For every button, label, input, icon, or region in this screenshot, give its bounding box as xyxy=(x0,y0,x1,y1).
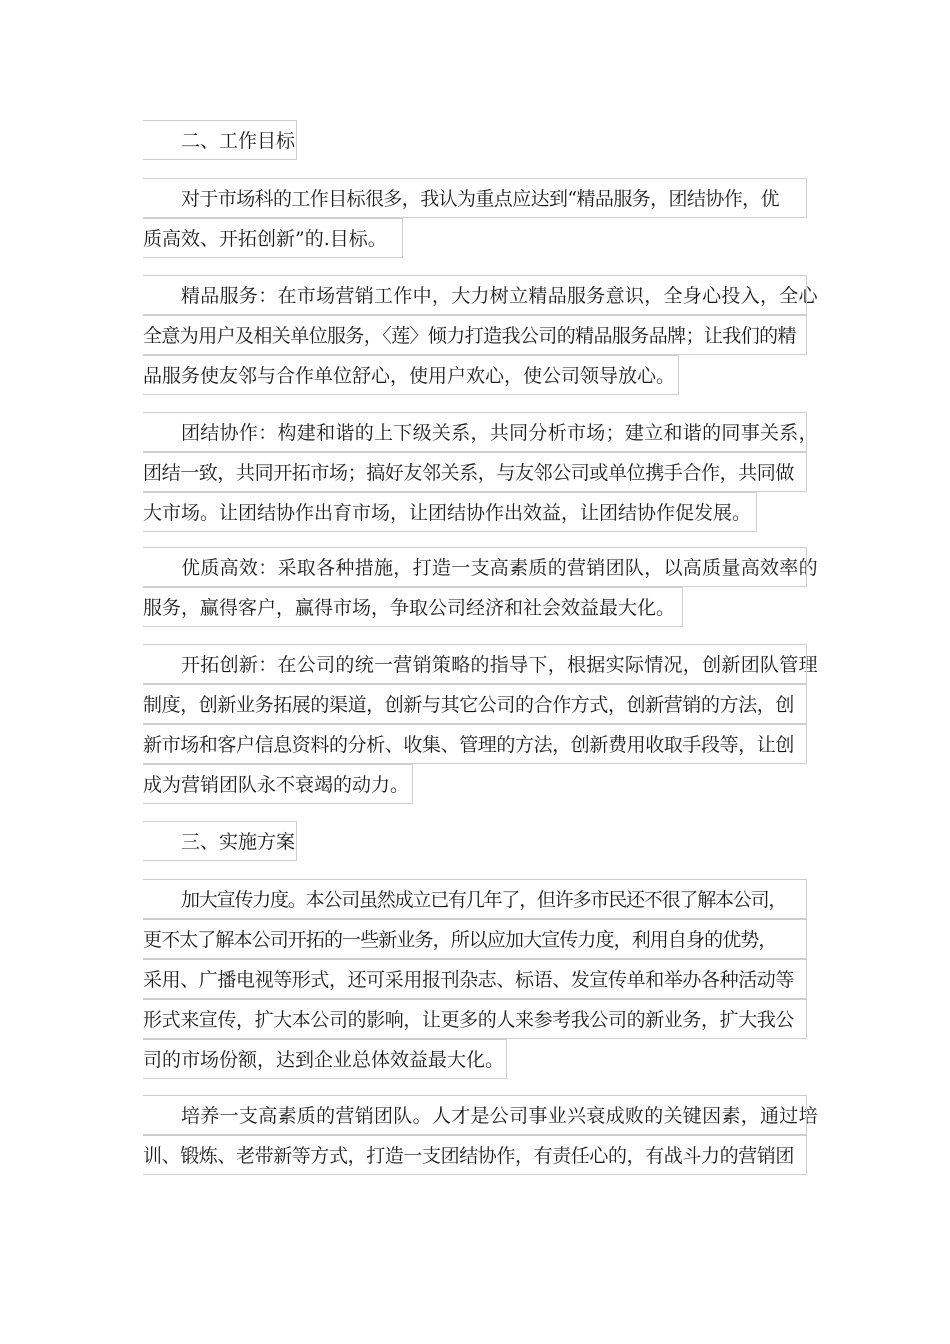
paragraph-line: 培养一支高素质的营销团队。人才是公司事业兴衰成败的关键因素，通过培 xyxy=(143,1096,807,1136)
paragraph-line: 对于市场科的工作目标很多，我认为重点应达到“精品服务，团结协作，优 xyxy=(143,179,807,219)
paragraph-line: 更不太了解本公司开拓的一些新业务，所以应加大宣传力度，利用自身的优势， xyxy=(143,920,807,960)
paragraph-line: 司的市场份额，达到企业总体效益最大化。 xyxy=(143,1040,507,1080)
paragraph-line: 大市场。让团结协作出育市场，让团结协作出效益，让团结协作促发展。 xyxy=(143,493,757,533)
paragraph-line: 开拓创新：在公司的统一营销策略的指导下，根据实际情况，创新团队管理 xyxy=(143,645,807,685)
paragraph-line: 全意为用户及相关单位服务，〈莲〉倾力打造我公司的精品服务品牌；让我们的精 xyxy=(143,316,807,356)
paragraph-line: 成为营销团队永不衰竭的动力。 xyxy=(143,765,413,805)
paragraph-line: 采用、广播电视等形式，还可采用报刊杂志、标语、发宣传单和举办各种活动等 xyxy=(143,960,807,1000)
paragraph-line: 加大宣传力度。本公司虽然成立已有几年了，但许多市民还不很了解本公司， xyxy=(143,880,807,920)
paragraph-innovation xyxy=(143,645,818,805)
paragraph-line: 质高效、开拓创新”的.目标。 xyxy=(143,219,403,259)
paragraph-publicity xyxy=(143,880,807,1080)
paragraph-line: 新市场和客户信息资料的分析、收集、管理的方法，创新费用收取手段等，让创 xyxy=(143,725,807,765)
paragraph-line: 团结协作：构建和谐的上下级关系，共同分析市场；建立和谐的同事关系， xyxy=(143,413,807,453)
section-heading-goals xyxy=(143,121,297,161)
section-heading-plan xyxy=(143,822,297,862)
heading-text: 二、工作目标 xyxy=(143,121,297,161)
paragraph-team-building xyxy=(143,1096,818,1176)
paragraph-high-efficiency xyxy=(143,548,818,628)
paragraph-line: 优质高效：采取各种措施，打造一支高素质的营销团队，以高质量高效率的 xyxy=(143,548,807,588)
paragraph-teamwork xyxy=(143,413,818,533)
paragraph-goals-intro xyxy=(143,179,807,259)
paragraph-quality-service xyxy=(143,276,818,396)
paragraph-line: 制度，创新业务拓展的渠道，创新与其它公司的合作方式，创新营销的方法，创 xyxy=(143,685,807,725)
paragraph-line: 训、锻炼、老带新等方式，打造一支团结协作，有责任心的，有战斗力的营销团 xyxy=(143,1136,807,1176)
paragraph-line: 精品服务：在市场营销工作中，大力树立精品服务意识，全身心投入，全心 xyxy=(143,276,807,316)
paragraph-line: 形式来宣传，扩大本公司的影响，让更多的人来参考我公司的新业务，扩大我公 xyxy=(143,1000,807,1040)
heading-text: 三、实施方案 xyxy=(143,822,297,862)
paragraph-line: 品服务使友邻与合作单位舒心，使用户欢心，使公司领导放心。 xyxy=(143,356,679,396)
paragraph-line: 团结一致，共同开拓市场；搞好友邻关系，与友邻公司或单位携手合作，共同做 xyxy=(143,453,807,493)
paragraph-line: 服务，赢得客户，赢得市场，争取公司经济和社会效益最大化。 xyxy=(143,588,683,628)
